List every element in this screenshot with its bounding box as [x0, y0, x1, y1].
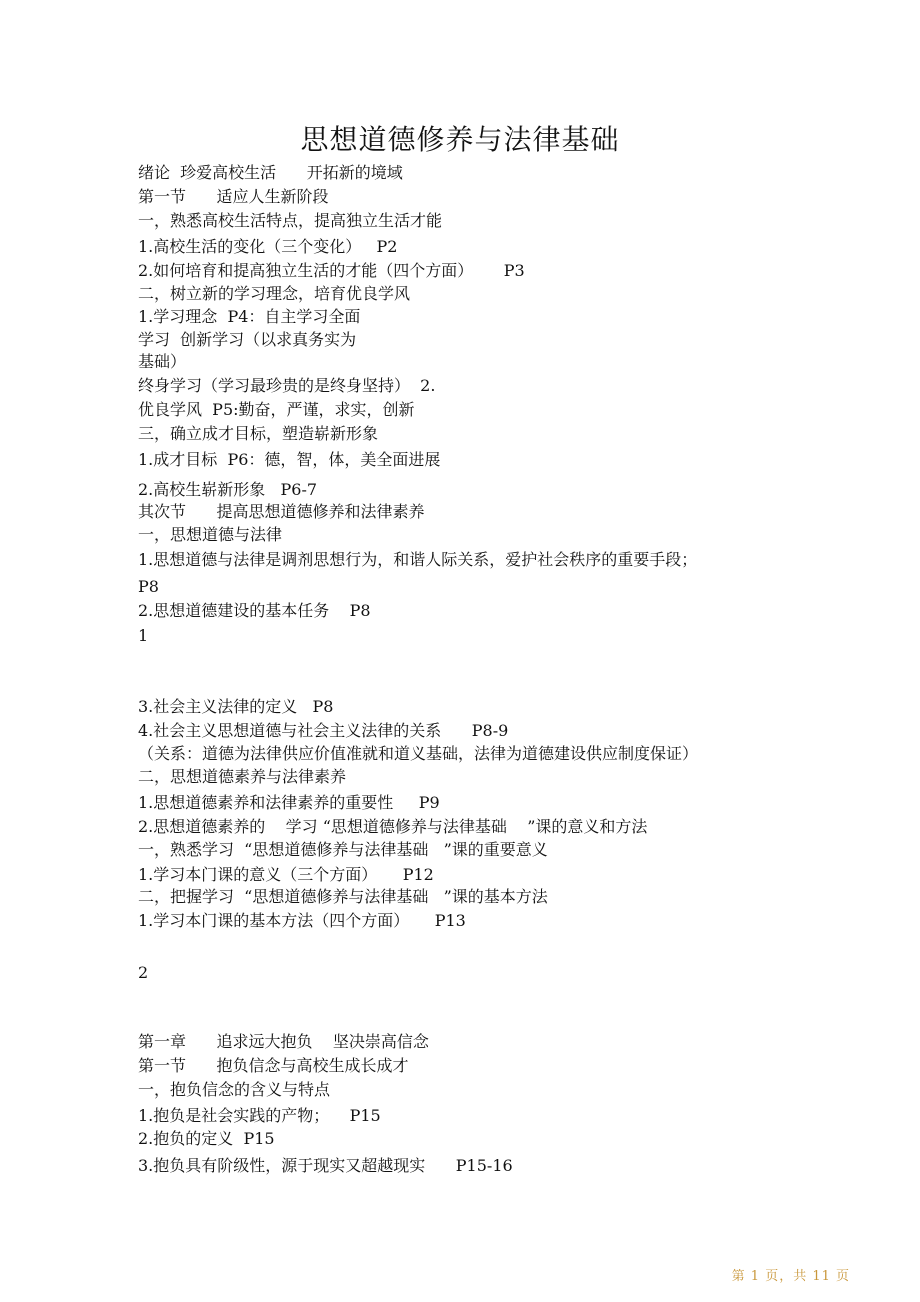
- text-line: P8: [138, 577, 159, 596]
- text-line: 终身学习（学习最珍贵的是终身坚持） 2.: [138, 376, 436, 395]
- text-line: 二，把握学习 “思想道德修养与法律基础 ”课的基本方法: [138, 887, 548, 906]
- text-line: 第一节 适应人生新阶段: [138, 187, 329, 206]
- text-line: 一，抱负信念的含义与特点: [138, 1080, 331, 1099]
- text-line: 三，确立成才目标，塑造崭新形象: [138, 424, 379, 443]
- text-line: （关系：道德为法律供应价值准就和道义基础，法律为道德建设供应制度保证）: [138, 744, 699, 763]
- text-line: 2.如何培育和提高独立生活的才能（四个方面） P3: [138, 261, 525, 280]
- text-line: 其次节 提高思想道德修养和法律素养: [138, 502, 425, 521]
- text-line: 一，熟悉高校生活特点，提高独立生活才能: [138, 211, 443, 230]
- text-line: 二，树立新的学习理念，培育优良学风: [138, 284, 411, 303]
- text-line: 2.思想道德建设的基本任务 P8: [138, 601, 371, 620]
- page-number: 第 1 页，共 11 页: [731, 1269, 850, 1284]
- text-line: 1.学习本门课的基本方法（四个方面） P13: [138, 911, 466, 930]
- text-line: 学习 创新学习（以求真务实为: [138, 330, 357, 349]
- text-line: 1.学习理念 P4：自主学习全面: [138, 307, 361, 326]
- text-line: 3.社会主义法律的定义 P8: [138, 697, 334, 716]
- text-line: 优良学风 P5:勤奋，严谨，求实，创新: [138, 400, 415, 419]
- document-title: 思想道德修养与法律基础: [300, 123, 620, 156]
- text-line: 1.学习本门课的意义（三个方面） P12: [138, 865, 434, 884]
- text-line: 2.思想道德素养的 学习 “思想道德修养与法律基础 ”课的意义和方法: [138, 817, 648, 836]
- text-line: 2.抱负的定义 P15: [138, 1129, 275, 1148]
- text-line: 2.高校生崭新形象 P6-7: [138, 480, 318, 499]
- text-line: 1.思想道德与法律是调剂思想行为，和谐人际关系，爱护社会秩序的重要手段；: [138, 550, 698, 569]
- text-line: 4.社会主义思想道德与社会主义法律的关系 P8-9: [138, 721, 509, 740]
- text-line: 一，熟悉学习 “思想道德修养与法律基础 ”课的重要意义: [138, 840, 548, 859]
- text-line: 绪论 珍爱高校生活 开拓新的境域: [138, 163, 403, 182]
- text-line: 3.抱负具有阶级性，源于现实又超越现实 P15-16: [138, 1156, 513, 1175]
- text-line: 基础）: [138, 352, 187, 371]
- text-line: 1.高校生活的变化（三个变化） P2: [138, 237, 398, 256]
- text-line: 1.抱负是社会实践的产物； P15: [138, 1106, 381, 1125]
- text-line: 第一节 抱负信念与高校生成长成才: [138, 1056, 409, 1075]
- page-marker: 2: [138, 963, 149, 982]
- text-line: 一，思想道德与法律: [138, 525, 283, 544]
- text-line: 第一章 追求远大抱负 坚决崇高信念: [138, 1032, 429, 1051]
- text-line: 1.成才目标 P6：德，智，体，美全面进展: [138, 450, 441, 469]
- page-marker: 1: [138, 626, 149, 645]
- text-line: 1.思想道德素养和法律素养的重要性 P9: [138, 793, 440, 812]
- text-line: 二，思想道德素养与法律素养: [138, 767, 347, 786]
